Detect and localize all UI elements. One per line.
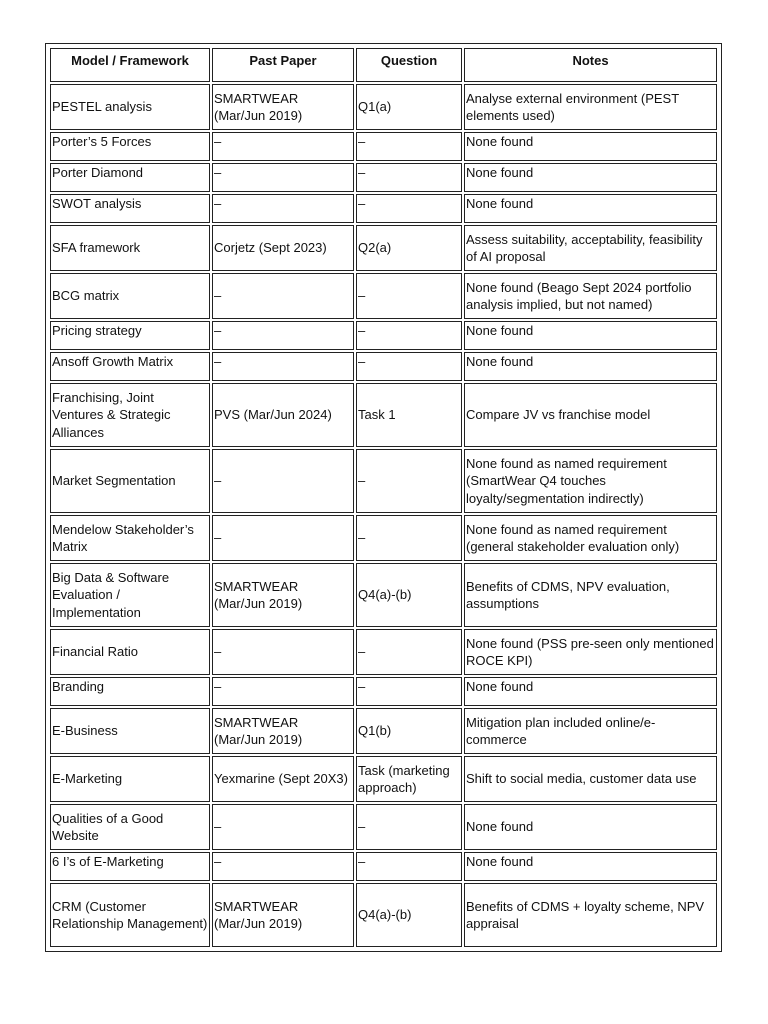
table-row: [50, 273, 717, 319]
header-model: Model / Framework: [50, 48, 210, 82]
past-paper-cell: PVS (Mar/Jun 2024): [212, 383, 354, 447]
notes-cell: None found as named requirement (SmartWear Q4 touches loyalty/segmentation indirectly): [464, 449, 717, 513]
table-row: [50, 84, 717, 130]
model-cell: Porter Diamond: [50, 163, 210, 192]
table-row: [50, 883, 717, 947]
model-cell: SWOT analysis: [50, 194, 210, 223]
notes-cell: Analyse external environment (PEST elements used): [464, 84, 717, 130]
question-cell: –: [356, 852, 462, 881]
table-row: [50, 383, 717, 447]
model-cell: PESTEL analysis: [50, 84, 210, 130]
question-cell: Q4(a)-(b): [356, 563, 462, 627]
past-paper-cell: –: [212, 677, 354, 706]
past-paper-cell: SMARTWEAR (Mar/Jun 2019): [212, 84, 354, 130]
model-cell: Market Segmentation: [50, 449, 210, 513]
notes-cell: None found: [464, 163, 717, 192]
model-cell: Qualities of a Good Website: [50, 804, 210, 850]
notes-cell: None found (PSS pre-seen only mentioned ROCE KPI): [464, 629, 717, 675]
past-paper-cell: –: [212, 629, 354, 675]
header-question: Question: [356, 48, 462, 82]
table-row: [50, 804, 717, 850]
past-paper-table: [45, 43, 722, 952]
model-cell: Ansoff Growth Matrix: [50, 352, 210, 381]
table-row: [50, 515, 717, 561]
past-paper-cell: –: [212, 321, 354, 350]
past-paper-cell: –: [212, 194, 354, 223]
question-cell: –: [356, 804, 462, 850]
model-cell: BCG matrix: [50, 273, 210, 319]
notes-cell: None found: [464, 804, 717, 850]
question-cell: Task (marketing approach): [356, 756, 462, 802]
past-paper-cell: Corjetz (Sept 2023): [212, 225, 354, 271]
past-paper-cell: SMARTWEAR (Mar/Jun 2019): [212, 563, 354, 627]
model-cell: CRM (Customer Relationship Management): [50, 883, 210, 947]
model-cell: Porter’s 5 Forces: [50, 132, 210, 161]
question-cell: –: [356, 273, 462, 319]
notes-cell: Assess suitability, acceptability, feasibility of AI proposal: [464, 225, 717, 271]
notes-cell: Shift to social media, customer data use: [464, 756, 717, 802]
model-cell: Mendelow Stakeholder’s Matrix: [50, 515, 210, 561]
table-row: [50, 852, 717, 881]
question-cell: –: [356, 132, 462, 161]
past-paper-cell: SMARTWEAR (Mar/Jun 2019): [212, 883, 354, 947]
model-cell: E-Business: [50, 708, 210, 754]
past-paper-cell: –: [212, 132, 354, 161]
past-paper-cell: Yexmarine (Sept 20X3): [212, 756, 354, 802]
table-row: [50, 629, 717, 675]
past-paper-cell: –: [212, 515, 354, 561]
notes-cell: None found: [464, 132, 717, 161]
notes-cell: None found: [464, 852, 717, 881]
model-cell: 6 I’s of E-Marketing: [50, 852, 210, 881]
past-paper-cell: –: [212, 273, 354, 319]
question-cell: Q1(a): [356, 84, 462, 130]
question-cell: –: [356, 515, 462, 561]
notes-cell: Benefits of CDMS + loyalty scheme, NPV appraisal: [464, 883, 717, 947]
model-cell: E-Marketing: [50, 756, 210, 802]
notes-cell: None found: [464, 321, 717, 350]
notes-cell: None found as named requirement (general stakeholder evaluation only): [464, 515, 717, 561]
past-paper-cell: –: [212, 163, 354, 192]
question-cell: Q2(a): [356, 225, 462, 271]
notes-cell: Benefits of CDMS, NPV evaluation, assumptions: [464, 563, 717, 627]
header-row: [50, 48, 717, 82]
header-notes: Notes: [464, 48, 717, 82]
table-row: [50, 321, 717, 350]
table-row: [50, 225, 717, 271]
question-cell: –: [356, 629, 462, 675]
table-row: [50, 449, 717, 513]
table-row: [50, 708, 717, 754]
model-cell: Financial Ratio: [50, 629, 210, 675]
notes-cell: None found (Beago Sept 2024 portfolio analysis implied, but not named): [464, 273, 717, 319]
question-cell: Task 1: [356, 383, 462, 447]
notes-cell: Compare JV vs franchise model: [464, 383, 717, 447]
table-row: [50, 677, 717, 706]
model-cell: Big Data & Software Evaluation / Implementation: [50, 563, 210, 627]
past-paper-cell: –: [212, 449, 354, 513]
question-cell: –: [356, 449, 462, 513]
question-cell: –: [356, 677, 462, 706]
question-cell: –: [356, 321, 462, 350]
question-cell: –: [356, 163, 462, 192]
table-row: [50, 756, 717, 802]
model-cell: Franchising, Joint Ventures & Strategic Alliances: [50, 383, 210, 447]
past-paper-cell: –: [212, 852, 354, 881]
model-cell: SFA framework: [50, 225, 210, 271]
notes-cell: None found: [464, 194, 717, 223]
model-cell: Branding: [50, 677, 210, 706]
table-row: [50, 563, 717, 627]
past-paper-cell: –: [212, 804, 354, 850]
table-row: [50, 194, 717, 223]
past-paper-cell: SMARTWEAR (Mar/Jun 2019): [212, 708, 354, 754]
question-cell: –: [356, 352, 462, 381]
table-row: [50, 132, 717, 161]
notes-cell: None found: [464, 352, 717, 381]
model-cell: Pricing strategy: [50, 321, 210, 350]
table-row: [50, 163, 717, 192]
header-past-paper: Past Paper: [212, 48, 354, 82]
table-row: [50, 352, 717, 381]
past-paper-cell: –: [212, 352, 354, 381]
notes-cell: None found: [464, 677, 717, 706]
question-cell: Q1(b): [356, 708, 462, 754]
notes-cell: Mitigation plan included online/e-commerce: [464, 708, 717, 754]
question-cell: Q4(a)-(b): [356, 883, 462, 947]
question-cell: –: [356, 194, 462, 223]
